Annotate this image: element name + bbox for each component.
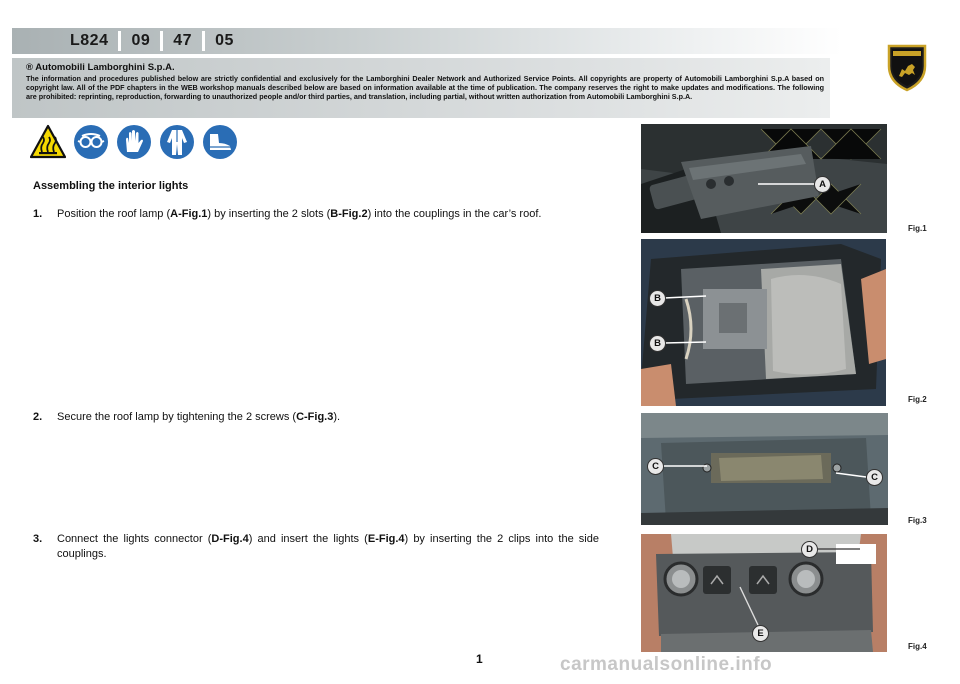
figure-1-label: Fig.1 bbox=[908, 224, 927, 233]
page-number: 1 bbox=[476, 652, 483, 666]
step-number: 3. bbox=[33, 533, 43, 545]
step-number: 1. bbox=[33, 208, 43, 220]
callout-b-upper: B bbox=[649, 290, 666, 307]
callout-b-lower: B bbox=[649, 335, 666, 352]
step-number: 2. bbox=[33, 411, 43, 423]
notice-title: ® Automobili Lamborghini S.p.A. bbox=[26, 62, 175, 73]
callout-c-left: C bbox=[647, 458, 664, 475]
code-separator bbox=[202, 31, 205, 51]
code-separator bbox=[160, 31, 163, 51]
figure-2-label: Fig.2 bbox=[908, 395, 927, 404]
callout-d: D bbox=[801, 541, 818, 558]
document-code bbox=[70, 30, 234, 52]
step-text: Connect the lights connector (D-Fig.4) and insert the lights (E-Fig.4) by inserting the 2 clips into the side couplings. bbox=[57, 533, 599, 560]
copyright-notice bbox=[12, 58, 830, 118]
callout-a: A bbox=[814, 176, 831, 193]
figure-4-label: Fig.4 bbox=[908, 642, 927, 651]
figure-3-label: Fig.3 bbox=[908, 516, 927, 525]
figure-3-photo bbox=[641, 413, 888, 525]
callout-e: E bbox=[752, 625, 769, 642]
protective-gloves-icon bbox=[116, 124, 152, 160]
safety-icons bbox=[30, 124, 238, 160]
code-group: 09 bbox=[131, 32, 151, 49]
safety-shoes-icon bbox=[202, 124, 238, 160]
code-separator bbox=[118, 31, 121, 51]
step-3 bbox=[33, 532, 599, 562]
protective-overalls-icon bbox=[159, 124, 195, 160]
safety-goggles-icon bbox=[73, 124, 109, 160]
step-text: Secure the roof lamp by tightening the 2 screws (C-Fig.3). bbox=[57, 411, 341, 423]
notice-body: The information and procedures published below are strictly confidential and exclusively for the Lamborghini Dealer Network and Authorized Service Points. All copyrights are property of Automobili Lamborghini S.p.A based on copyright law. All of the PDF chapters in the WEB workshop manuals described below are based on information available at the time of publication. The company reserves the right to make updates and modifications. The following are prohibited: reprinting, reproduction, forwarding to unauthorized people and/or third parties, and translation, including partial, without written authorization from Automobili Lamborghini S.p.A. bbox=[26, 74, 824, 102]
step-text: Position the roof lamp (A-Fig.1) by inserting the 2 slots (B-Fig.2) into the couplings in the car’s roof. bbox=[57, 208, 542, 220]
code-subgroup: 47 bbox=[173, 32, 193, 49]
figure-2-photo bbox=[641, 239, 886, 406]
code-model: L824 bbox=[70, 32, 109, 49]
hot-surface-warning-icon bbox=[30, 124, 66, 160]
step-2 bbox=[33, 410, 599, 425]
figure-1-photo bbox=[641, 124, 887, 233]
callout-c-right: C bbox=[866, 469, 883, 486]
code-section: 05 bbox=[215, 32, 234, 49]
section-title: Assembling the interior lights bbox=[33, 180, 189, 192]
step-1 bbox=[33, 207, 599, 222]
watermark: carmanualsonline.info bbox=[560, 654, 773, 675]
lamborghini-logo bbox=[885, 42, 929, 92]
